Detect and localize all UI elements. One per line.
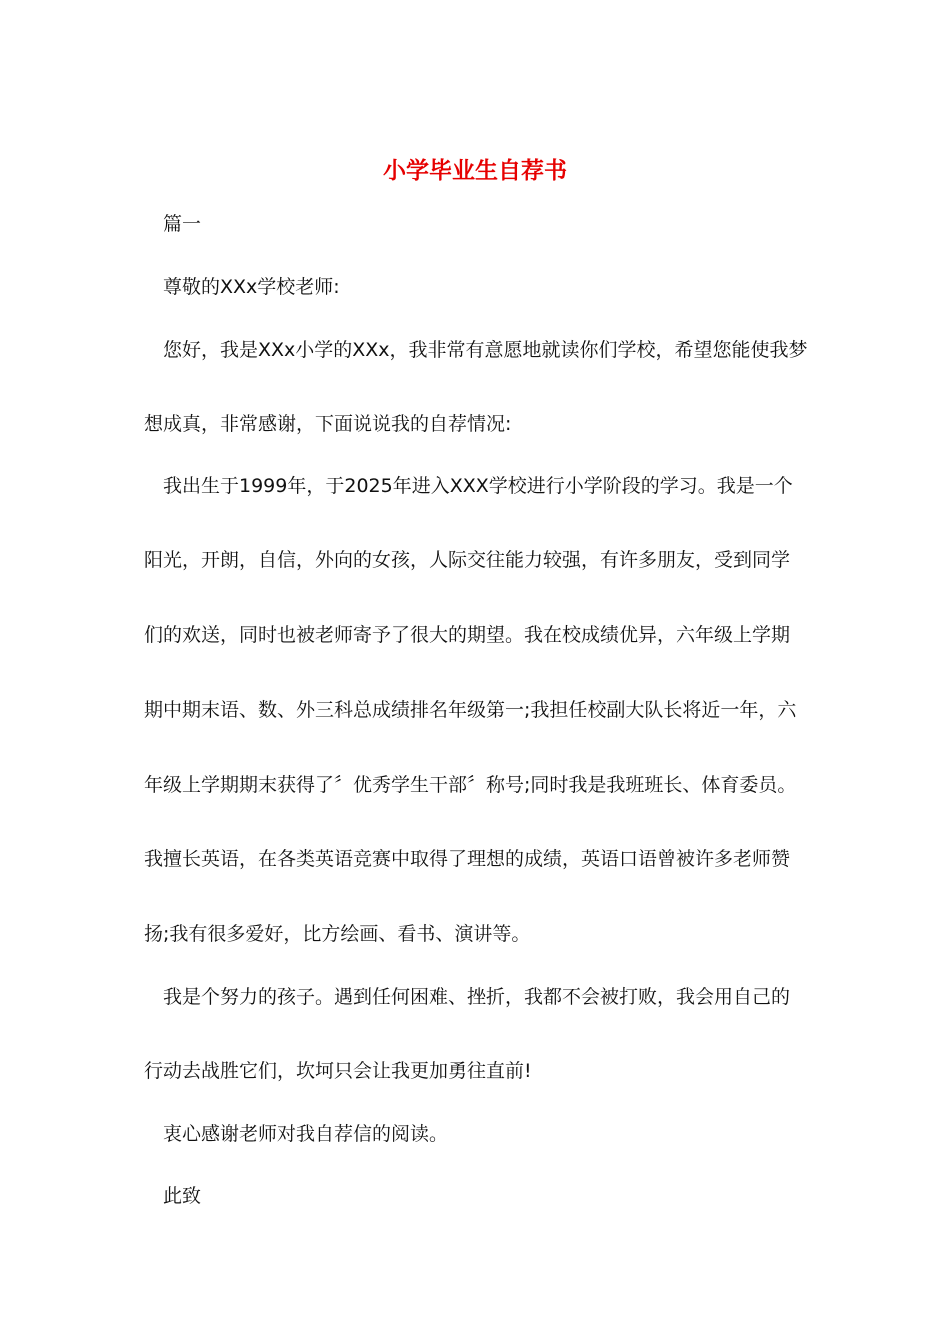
paragraph-line: 我出生于1999年，于2025年进入XXX学校进行小学阶段的学习。我是一个 [163, 475, 793, 497]
paragraph-line: 想成真，非常感谢，下面说说我的自荐情况: [144, 413, 512, 435]
paragraph-line: 年级上学期期末获得了〞优秀学生干部〞称号;同时我是我班班长、体育委员。 [144, 774, 797, 796]
paragraph-line: 期中期末语、数、外三科总成绩排名年级第一;我担任校副大队长将近一年，六 [144, 699, 797, 721]
paragraph-line: 们的欢送，同时也被老师寄予了很大的期望。我在校成绩优异，六年级上学期 [144, 624, 791, 646]
paragraph-line: 行动去战胜它们，坎坷只会让我更加勇往直前! [144, 1060, 532, 1082]
paragraph-line: 衷心感谢老师对我自荐信的阅读。 [163, 1123, 449, 1145]
section-heading: 篇一 [163, 213, 202, 235]
paragraph-line: 我擅长英语，在各类英语竞赛中取得了理想的成绩，英语口语曾被许多老师赞 [144, 848, 791, 870]
document-title: 小学毕业生自荐书 [383, 157, 567, 184]
salutation: 尊敬的XXx学校老师: [163, 276, 340, 298]
paragraph-line: 我是个努力的孩子。遇到任何困难、挫折，我都不会被打败，我会用自己的 [163, 986, 791, 1008]
paragraph-line: 您好，我是XXx小学的XXx，我非常有意愿地就读你们学校，希望您能使我梦 [163, 339, 808, 361]
paragraph-line: 阳光，开朗，自信，外向的女孩，人际交往能力较强，有许多朋友，受到同学 [144, 549, 791, 571]
closing-line: 此致 [163, 1185, 202, 1207]
paragraph-line: 扬;我有很多爱好，比方绘画、看书、演讲等。 [144, 923, 531, 945]
